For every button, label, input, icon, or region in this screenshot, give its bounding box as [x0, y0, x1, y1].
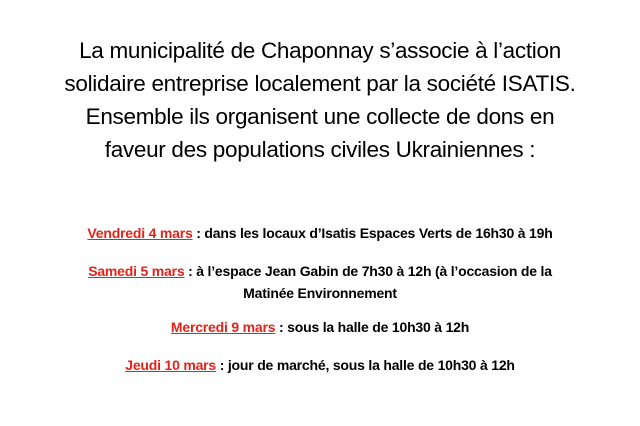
schedule-entry-wednesday [0, 314, 640, 340]
schedule-entry-friday [0, 220, 640, 246]
schedule-date: Vendredi 4 mars [87, 225, 193, 241]
collection-schedule [0, 220, 640, 378]
intro-line: La municipalité de Chaponnay s’associe à l’action [79, 38, 561, 63]
schedule-detail: : jour de marché, sous la halle de 10h30 à 12h [216, 357, 515, 373]
intro-paragraph [0, 34, 640, 166]
schedule-detail: : dans les locaux d’Isatis Espaces Verts de 16h30 à 19h [192, 225, 553, 241]
intro-line: solidaire entreprise localement par la société ISATIS. [64, 71, 576, 96]
schedule-entry-saturday [0, 258, 640, 302]
schedule-entry-thursday [0, 352, 640, 378]
schedule-date: Mercredi 9 mars [170, 319, 276, 335]
schedule-detail-continuation: Matinée Environnement [243, 285, 397, 301]
intro-line: Ensemble ils organisent une collecte de dons en [85, 104, 555, 129]
schedule-detail: : sous la halle de 10h30 à 12h [275, 319, 470, 335]
intro-line: faveur des populations civiles Ukrainiennes : [104, 137, 536, 162]
schedule-date: Jeudi 10 mars [125, 357, 217, 373]
schedule-detail: : à l’espace Jean Gabin de 7h30 à 12h (à l’occasion de la [184, 263, 552, 279]
schedule-date: Samedi 5 mars [88, 263, 185, 279]
